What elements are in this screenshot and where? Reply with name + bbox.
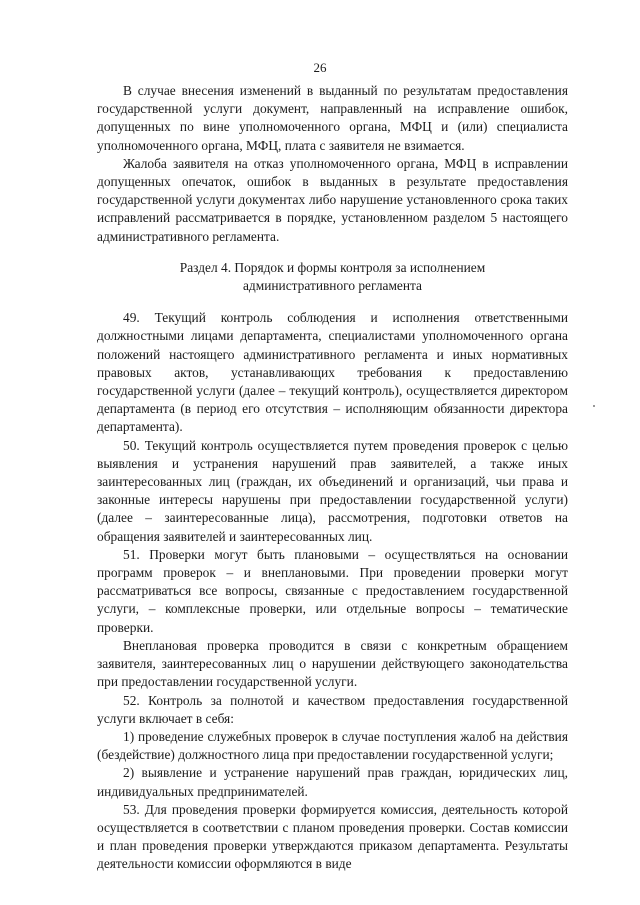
paragraph-unscheduled-inspection: Внеплановая проверка проводится в связи с конкретным обращением заявителя, заинтересованных лиц о нарушении действующего законодательства при предоставлении государственной услуги.: [97, 637, 568, 690]
paragraph-49: 49. Текущий контроль соблюдения и исполнения ответственными должностными лицами департамента, специалистами уполномоченного органа положений настоящего административного регламента и иных нормативных правовых актов, устанавливающих требования к предоставлению государственной услуги (далее – текущий контроль), осуществляется директором департамента (в период его отсутствия – исполняющим обязанности директора департамента).: [97, 310, 568, 435]
list-item-52-1: 1) проведение служебных проверок в случае поступления жалоб на действия (бездействие) должностного лица при предоставлении государственной услуги;: [97, 728, 568, 763]
paragraph-52: 52. Контроль за полнотой и качеством предоставления государственной услуги включает в себя:: [97, 692, 568, 726]
paragraph-50: 50. Текущий контроль осуществляется путем проведения проверок с целью выявления и устранения нарушений прав заявителей, а также иных заинтересованных лиц (граждан, их объединений и организаций, чьи права и законные интересы нарушены при предоставлении государственной услуги) (далее – заинтересованные лица), рассмотрения, подготовки ответов на обращения заявителей и заинтересованных лиц.: [97, 437, 568, 544]
document-body: [97, 82, 568, 874]
list-item-52-2: 2) выявление и устранение нарушений прав граждан, юридических лиц, индивидуальных предпринимателей.: [97, 765, 568, 799]
page-number: 26: [313, 60, 327, 75]
scan-speck: [593, 405, 595, 407]
section-heading-line-1: Раздел 4. Порядок и формы контроля за исполнением: [179, 259, 486, 275]
paragraph-51: 51. Проверки могут быть плановыми – осуществляться на основании программ проверок – и внеплановыми. При проведении проверки могут рассматриваться все вопросы, связанные с предоставлением государственной услуги, – комплексные проверки, или отдельные вопросы – тематические проверки.: [97, 546, 568, 635]
paragraph-complaint-refusal: Жалоба заявителя на отказ уполномоченного органа, МФЦ в исправлении допущенных опечаток, ошибок в выданных в результате предоставления государственной услуги документах либо нарушение установленного срока таких исправлений рассматривается в порядке, установленном разделом 5 настоящего административного регламента.: [97, 155, 568, 244]
section-heading-line-2: административного регламента: [242, 278, 422, 294]
paragraph-correction-fee: В случае внесения изменений в выданный по результатам предоставления государственной услуги документ, направленный на исправление ошибок, допущенных по вине уполномоченного органа, МФЦ и (или) специалиста уполномоченного органа, МФЦ, плата с заявителя не взимается.: [97, 83, 568, 153]
paragraph-53: 53. Для проведения проверки формируется комиссия, деятельность которой осуществляется в соответствии с планом проведения проверки. Состав комиссии и план проведения проверки утверждаются приказом департамента. Результаты деятельности комиссии оформляются в виде: [97, 801, 568, 872]
section-heading: [97, 259, 568, 295]
